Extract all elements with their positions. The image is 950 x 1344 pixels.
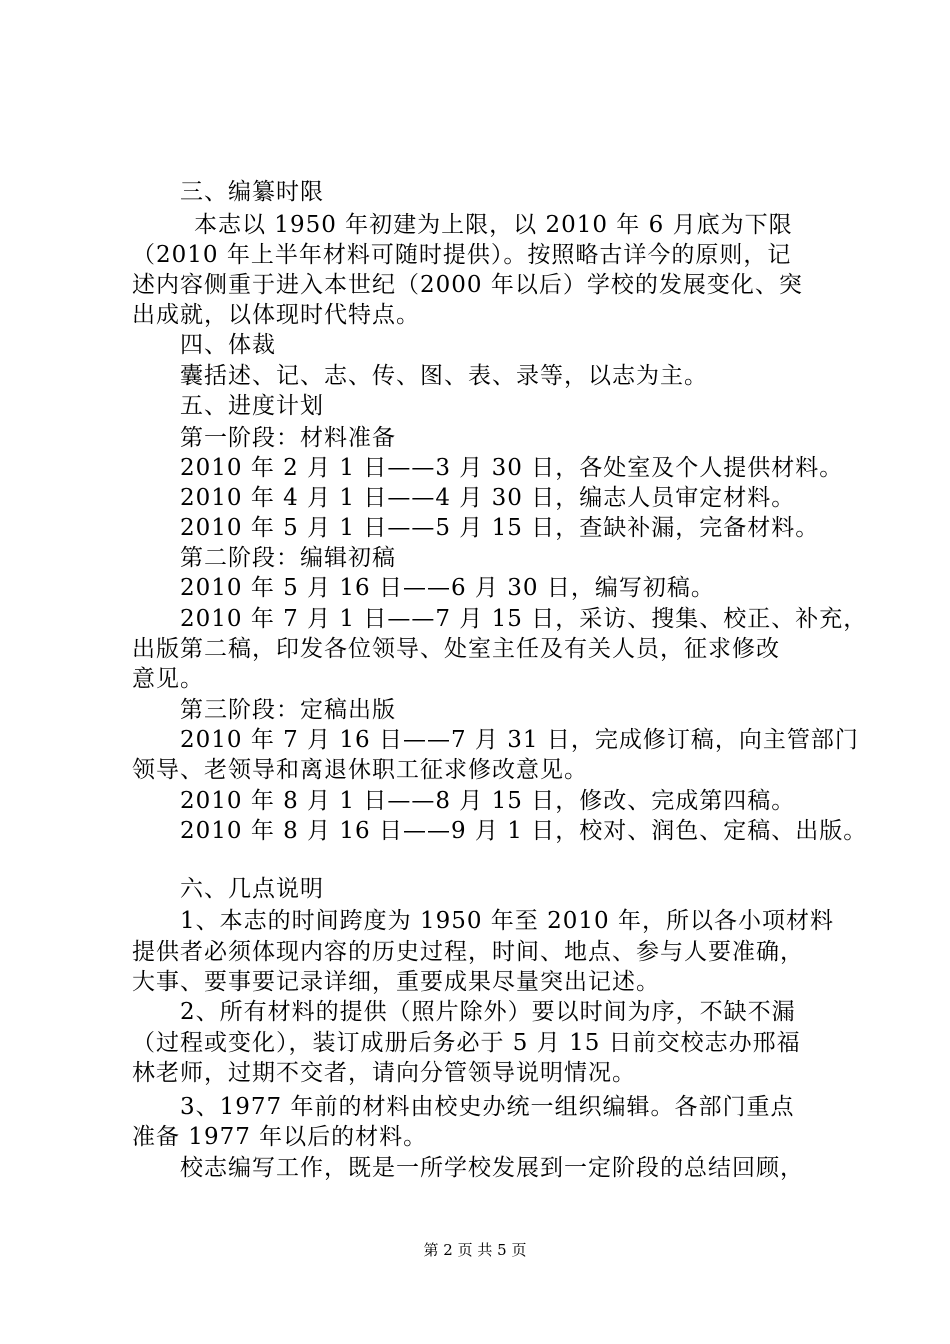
section-heading-3: 三、编纂时限 xyxy=(180,179,324,205)
paragraph-line: 提供者必须体现内容的历史过程，时间、地点、参与人要准确， xyxy=(132,939,804,965)
schedule-line: 2010 年 5 月 16 日——6 月 30 日，编写初稿。 xyxy=(180,575,715,601)
paragraph-line: 2、所有材料的提供（照片除外）要以时间为序，不缺不漏 xyxy=(180,999,796,1025)
paragraph-line: 述内容侧重于进入本世纪（2000 年以后）学校的发展变化、突 xyxy=(132,272,803,298)
paragraph-line: 1、本志的时间跨度为 1950 年至 2010 年，所以各小项材料 xyxy=(180,908,834,934)
paragraph-line: （2010 年上半年材料可随时提供）。按照略古详今的原则，记 xyxy=(132,242,792,268)
paragraph-line: 囊括述、记、志、传、图、表、录等，以志为主。 xyxy=(180,363,708,389)
schedule-line: 2010 年 4 月 1 日——4 月 30 日，编志人员审定材料。 xyxy=(180,485,796,511)
schedule-line: 2010 年 5 月 1 日——5 月 15 日，查缺补漏，完备材料。 xyxy=(180,515,820,541)
schedule-line: 2010 年 7 月 16 日——7 月 31 日，完成修订稿，向主管部门 xyxy=(180,727,859,753)
stage-heading-2: 第二阶段：编辑初稿 xyxy=(180,545,396,571)
page-footer: 第 2 页 共 5 页 xyxy=(423,1241,527,1259)
paragraph-line: 意见。 xyxy=(132,666,204,692)
paragraph-line: 出成就，以体现时代特点。 xyxy=(132,302,420,328)
section-heading-6: 六、几点说明 xyxy=(180,876,324,902)
schedule-line: 2010 年 7 月 1 日——7 月 15 日，采访、搜集、校正、补充， xyxy=(180,606,868,632)
section-heading-4: 四、体裁 xyxy=(180,332,276,358)
schedule-line: 2010 年 8 月 16 日——9 月 1 日，校对、润色、定稿、出版。 xyxy=(180,818,868,844)
paragraph-line: 大事、要事要记录详细，重要成果尽量突出记述。 xyxy=(132,969,660,995)
paragraph-line: 出版第二稿，印发各位领导、处室主任及有关人员，征求修改 xyxy=(132,636,780,662)
paragraph-line: 3、1977 年前的材料由校史办统一组织编辑。各部门重点 xyxy=(180,1094,795,1120)
stage-heading-3: 第三阶段：定稿出版 xyxy=(180,697,396,723)
stage-heading-1: 第一阶段：材料准备 xyxy=(180,425,396,451)
section-heading-5: 五、进度计划 xyxy=(180,393,324,419)
paragraph-line: 林老师，过期不交者，请向分管领导说明情况。 xyxy=(132,1060,636,1086)
paragraph-line: 校志编写工作，既是一所学校发展到一定阶段的总结回顾， xyxy=(180,1155,804,1181)
schedule-line: 2010 年 8 月 1 日——8 月 15 日，修改、完成第四稿。 xyxy=(180,788,796,814)
paragraph-line: （过程或变化），装订成册后务必于 5 月 15 日前交校志办邢福 xyxy=(132,1030,801,1056)
paragraph-line: 准备 1977 年以后的材料。 xyxy=(132,1124,428,1150)
schedule-line: 2010 年 2 月 1 日——3 月 30 日，各处室及个人提供材料。 xyxy=(180,455,844,481)
paragraph-line: 领导、老领导和离退休职工征求修改意见。 xyxy=(132,757,588,783)
paragraph-line: 本志以 1950 年初建为上限，以 2010 年 6 月底为下限 xyxy=(194,212,793,238)
